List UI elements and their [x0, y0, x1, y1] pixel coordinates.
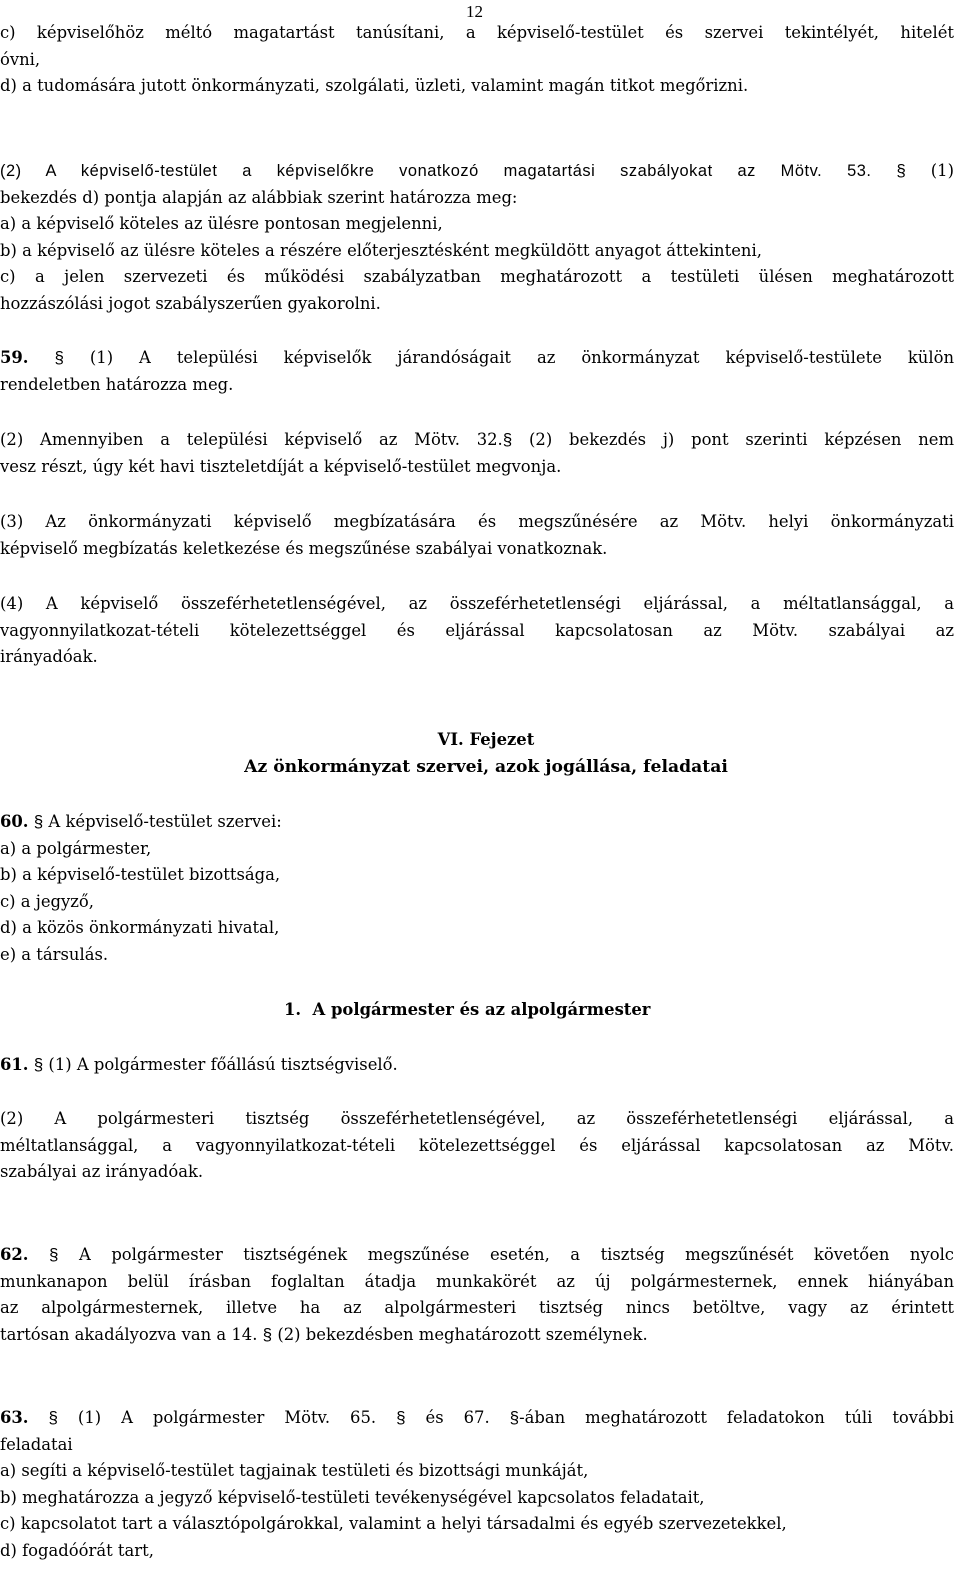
list-item: b) a képviselő-testület bizottsága,	[0, 865, 281, 885]
text-line: irányadóak.	[0, 647, 98, 667]
chapter-heading	[0, 727, 954, 780]
text-line: c) képviselőhöz méltó magatartást tanúsítani, a képviselő-testület és szervei tekintélyét, hitelét	[0, 23, 954, 42]
section-59-para-4	[0, 591, 954, 671]
text-line: óvni,	[0, 49, 41, 69]
list-item: e) a társulás.	[0, 944, 109, 964]
list-item: a) a polgármester,	[0, 838, 152, 858]
section-symbol: §	[502, 430, 513, 449]
text-line: tartósan akadályozva van a 14. § (2) bekezdésben meghatározott személynek.	[0, 1324, 648, 1344]
section-number: 61.	[0, 1055, 29, 1074]
text-line: hozzászólási jogot szabályszerűen gyakorolni.	[0, 293, 381, 313]
section-61-para-2	[0, 1106, 954, 1186]
list-item: c) a jegyző,	[0, 891, 95, 911]
text-line: munkanapon belül írásban foglaltan átadja munkakörét az új polgármesternek, ennek hiányában	[0, 1271, 954, 1291]
section-symbol: §	[48, 1408, 58, 1427]
chapter-title: Az önkormányzat szervei, azok jogállása, feladatai	[244, 756, 728, 777]
list-item: d) a közös önkormányzati hivatal,	[0, 918, 280, 938]
section-symbol: §	[396, 1408, 406, 1427]
section-symbol: §	[33, 1055, 44, 1074]
section-number: 62.	[0, 1245, 29, 1264]
section-59	[0, 345, 954, 398]
paragraph-continuation	[0, 20, 954, 100]
text-line: 60. § A képviselő-testület szervei:	[0, 812, 282, 831]
text-line: 62. § A polgármester tisztségének megszűnése esetén, a tisztség megszűnését követően nyolc	[0, 1245, 954, 1264]
text-line: (3) Az önkormányzati képviselő megbízatására és megszűnésére az Mötv. helyi önkormányzati	[0, 512, 954, 531]
section-62	[0, 1242, 954, 1348]
section-61	[0, 1052, 954, 1079]
text-line: 59. § (1) A települési képviselők járandóságait az önkormányzat képviselő-testülete külön	[0, 348, 954, 367]
list-item: b) meghatározza a jegyző képviselő-testületi tevékenységével kapcsolatos feladatait,	[0, 1487, 705, 1507]
text-line: rendeletben határozza meg.	[0, 374, 234, 394]
page-number: 12	[466, 2, 483, 21]
section-symbol: §	[49, 1245, 59, 1264]
section-63	[0, 1405, 954, 1565]
paragraph-2	[0, 158, 954, 318]
text-line: feladatai	[0, 1434, 73, 1454]
section-symbol: §	[33, 812, 44, 831]
text-line: 61. § (1) A polgármester főállású tisztségviselő.	[0, 1055, 398, 1074]
text-line: (4) A képviselő összeférhetetlenségével, az összeférhetetlenségi eljárással, a méltatlansággal, a	[0, 594, 954, 613]
list-item: d) fogadóórát tart,	[0, 1540, 154, 1560]
text-line: az alpolgármesternek, illetve ha az alpolgármesteri tisztség nincs betöltve, vagy az érintett	[0, 1298, 954, 1318]
section-59-para-3	[0, 509, 954, 562]
section-symbol: §	[509, 1408, 520, 1427]
text-line: vagyonnyilatkozat-tételi kötelezettséggel és eljárással kapcsolatosan az Mötv. szabályai az	[0, 620, 954, 640]
section-symbol: §	[262, 1324, 273, 1344]
section-number: 63.	[0, 1408, 29, 1427]
text-line: szabályai az irányadóak.	[0, 1162, 204, 1182]
text-line: (2) A polgármesteri tisztség összeférhetetlenségével, az összeférhetetlenségi eljárással, a	[0, 1109, 954, 1128]
text-line: 63. § (1) A polgármester Mötv. 65. § és 67. §-ában meghatározott feladatokon túli további	[0, 1408, 955, 1427]
list-item: a) segíti a képviselő-testület tagjainak testületi és bizottsági munkáját,	[0, 1461, 589, 1481]
section-symbol: §	[54, 348, 64, 367]
section-symbol: §	[896, 161, 906, 180]
section-59-para-2	[0, 427, 954, 480]
text-line: vesz részt, úgy két havi tiszteletdíját a képviselő-testület megvonja.	[0, 456, 562, 476]
list-item: b) a képviselő az ülésre köteles a részére előterjesztésként megküldött anyagot áttekinteni,	[0, 240, 762, 260]
list-item: c) a jelen szervezeti és működési szabályzatban meghatározott a testületi ülésen meghatározott	[0, 267, 954, 287]
list-item: a) a képviselő köteles az ülésre pontosan megjelenni,	[0, 214, 443, 234]
subsection-heading: 1. A polgármester és az alpolgármester	[284, 1000, 651, 1019]
section-60	[0, 809, 954, 969]
text-line: (2) A képviselő-testület a képviselőkre vonatkozó magatartási szabályokat az Mötv. 53. § (1)	[0, 161, 954, 180]
section-number: 59.	[0, 348, 29, 367]
text-line: (2) Amennyiben a települési képviselő az Mötv. 32.§ (2) bekezdés j) pont szerinti képzésen nem	[0, 430, 955, 449]
section-number: 60.	[0, 812, 29, 831]
text-line: bekezdés d) pontja alapján az alábbiak szerint határozza meg:	[0, 187, 518, 207]
text-line: méltatlansággal, a vagyonnyilatkozat-tételi kötelezettséggel és eljárással kapcsolatosan az Mötv.	[0, 1135, 954, 1155]
list-item: c) kapcsolatot tart a választópolgárokkal, valamint a helyi társadalmi és egyéb szervezetekkel,	[0, 1514, 787, 1534]
text-line: képviselő megbízatás keletkezése és megszűnése szabályai vonatkoznak.	[0, 538, 608, 558]
text-line: d) a tudomására jutott önkormányzati, szolgálati, üzleti, valamint magán titkot megőrizni.	[0, 76, 749, 96]
chapter-number: VI. Fejezet	[437, 730, 535, 749]
